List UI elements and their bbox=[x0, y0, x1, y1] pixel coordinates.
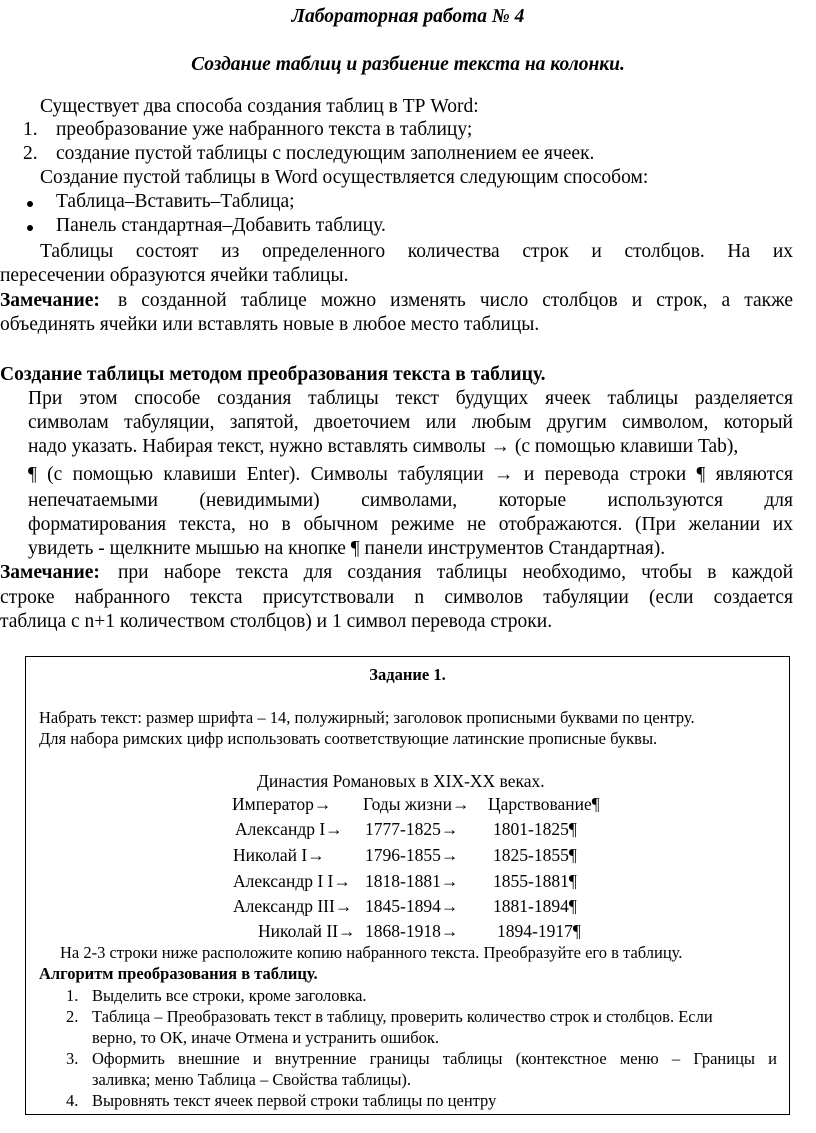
task-heading: Задание 1. bbox=[369, 665, 446, 684]
task-instruction: Для набора римских цифр использовать соответствующие латинские прописные буквы. bbox=[39, 729, 658, 748]
dynasty-cell: Император→ bbox=[232, 794, 332, 814]
step-number: 4. bbox=[66, 1091, 79, 1110]
page-subtitle: Создание таблиц и разбиение текста на колонки. bbox=[191, 54, 625, 75]
section-line: непечатаемыми (невидимыми) символами, которые используются для bbox=[28, 490, 793, 511]
bullet-item: Панель стандартная–Добавить таблицу. bbox=[56, 215, 386, 236]
bullet-item: Таблица–Вставить–Таблица; bbox=[56, 191, 295, 212]
step-text: Оформить внешние и внутренние границы таблицы (контекстное меню – Границы и bbox=[92, 1049, 777, 1068]
empty-table-intro: Создание пустой таблицы в Word осуществляется следующим способом: bbox=[40, 167, 649, 188]
section-line: ¶ (с помощью клавиши Enter). Символы табуляции → и перевода строки ¶ являются bbox=[28, 464, 793, 485]
step-number: 1. bbox=[66, 986, 79, 1005]
task-instruction: Набрать текст: размер шрифта – 14, полужирный; заголовок прописными буквами по центру. bbox=[39, 708, 695, 727]
note-text: строке набранного текста присутствовали n символов табуляции (если создается bbox=[0, 587, 793, 608]
dynasty-cell: 1801-1825¶ bbox=[493, 819, 577, 839]
step-text: заливка; меню Таблица – Свойства таблицы). bbox=[92, 1070, 412, 1089]
method-number: 2. bbox=[23, 143, 38, 164]
dynasty-cell: Александр I→ bbox=[235, 819, 343, 839]
note-label: Замечание: bbox=[0, 290, 100, 311]
dynasty-cell: 1796-1855→ bbox=[365, 845, 459, 865]
step-text: верно, то ОК, иначе Отмена и устранить ошибок. bbox=[92, 1028, 439, 1047]
section-line: увидеть - щелкните мышью на кнопке ¶ панели инструментов Стандартная). bbox=[28, 538, 666, 559]
bullet-icon bbox=[27, 225, 33, 231]
dynasty-cell: 1868-1918→ bbox=[365, 921, 459, 941]
note-label: Замечание: bbox=[0, 562, 100, 583]
dynasty-cell: Царствование¶ bbox=[488, 794, 600, 814]
intro-text: Существует два способа создания таблиц в ТР Word: bbox=[40, 96, 479, 117]
dynasty-cell: Николай I→ bbox=[233, 845, 325, 865]
section-line: символам табуляции, запятой, двоеточием или любым другим символом, который bbox=[28, 412, 793, 433]
dynasty-cell: 1825-1855¶ bbox=[493, 845, 577, 865]
section-line: При этом способе создания таблицы текст будущих ячеек таблицы разделяется bbox=[28, 388, 793, 409]
algorithm-heading: Алгоритм преобразования в таблицу. bbox=[39, 964, 318, 983]
bullet-icon bbox=[27, 201, 33, 207]
section-heading: Создание таблицы методом преобразования текста в таблицу. bbox=[0, 364, 546, 385]
method-text: преобразование уже набранного текста в таблицу; bbox=[56, 119, 473, 140]
note-text: таблица с n+1 количеством столбцов) и 1 символ перевода строки. bbox=[0, 611, 553, 632]
dynasty-cell: 1894-1917¶ bbox=[497, 921, 581, 941]
section-line: форматирования текста, но в обычном режиме не отображаются. (При желании их bbox=[28, 514, 793, 535]
dynasty-cell: 1855-1881¶ bbox=[493, 871, 577, 891]
step-text: Таблица – Преобразовать текст в таблицу, проверить количество строк и столбцов. Если bbox=[92, 1007, 713, 1026]
tables-paragraph-line: Таблицы состоят из определенного количества строк и столбцов. На их bbox=[40, 241, 793, 262]
dynasty-cell: 1845-1894→ bbox=[365, 896, 459, 916]
note-text: при наборе текста для создания таблицы необходимо, чтобы в каждой bbox=[118, 562, 793, 583]
section-line: надо указать. Набирая текст, нужно вставлять символы → (с помощью клавиши Tab), bbox=[28, 436, 739, 457]
step-number: 3. bbox=[66, 1049, 79, 1068]
dynasty-title: Династия Романовых в XIX-XX веках. bbox=[257, 771, 545, 791]
note-text: в созданной таблице можно изменять число столбцов и строк, а также bbox=[118, 290, 793, 311]
dynasty-cell: Александр III→ bbox=[233, 896, 353, 916]
method-number: 1. bbox=[23, 119, 38, 140]
dynasty-cell: 1777-1825→ bbox=[365, 819, 459, 839]
page-title: Лабораторная работа № 4 bbox=[291, 6, 525, 27]
method-text: создание пустой таблицы с последующим заполнением ее ячеек. bbox=[56, 143, 595, 164]
step-number: 2. bbox=[66, 1007, 79, 1026]
dynasty-cell: 1818-1881→ bbox=[365, 871, 459, 891]
step-text: Выровнять текст ячеек первой строки таблицы по центру bbox=[92, 1091, 497, 1110]
tables-paragraph-line: пересечении образуются ячейки таблицы. bbox=[0, 265, 349, 286]
dynasty-cell: 1881-1894¶ bbox=[493, 896, 577, 916]
dynasty-cell: Николай II→ bbox=[258, 921, 356, 941]
dynasty-cell: Годы жизни→ bbox=[363, 794, 470, 814]
dynasty-cell: Александр I I→ bbox=[233, 871, 351, 891]
step-text: Выделить все строки, кроме заголовка. bbox=[92, 986, 367, 1005]
copy-instruction: На 2-3 строки ниже расположите копию набранного текста. Преобразуйте его в таблицу. bbox=[60, 943, 683, 962]
note-text: объединять ячейки или вставлять новые в любое место таблицы. bbox=[0, 314, 540, 335]
